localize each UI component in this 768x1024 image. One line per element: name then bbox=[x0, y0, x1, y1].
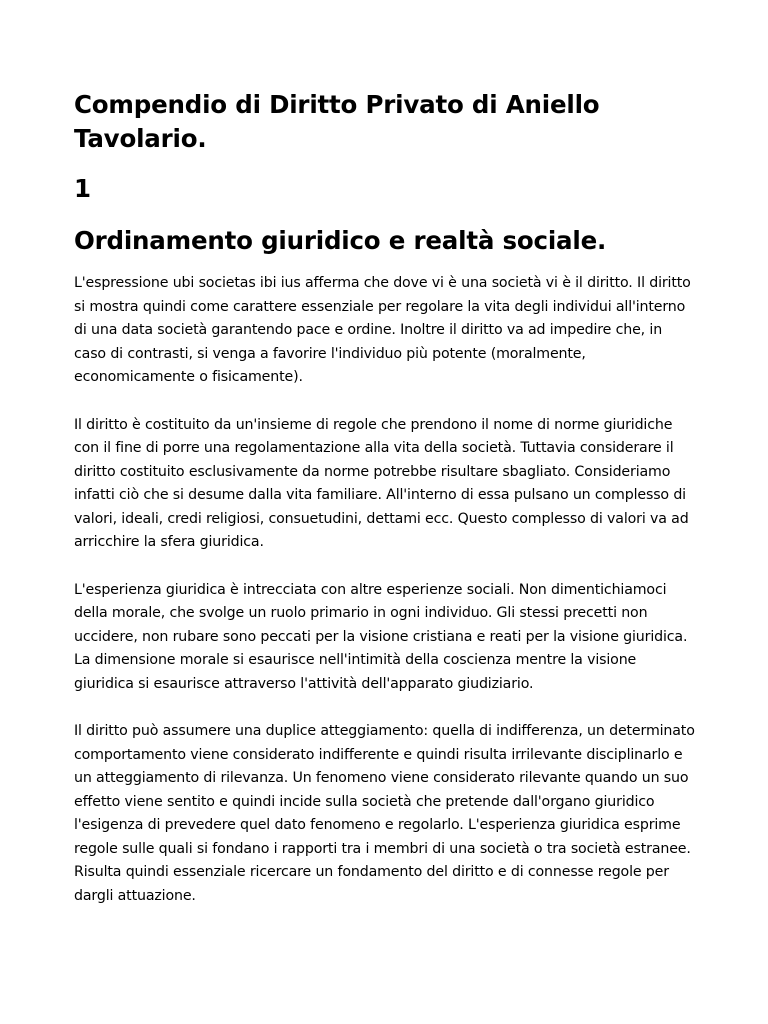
paragraph-1: L'espressione ubi societas ibi ius afferma che dove vi è una società vi è il diritto. Il diritto si mostra quindi come carattere essenziale per regolare la vita degli individui all'interno di una data società garantendo pace e ordine. Inoltre il diritto va ad impedire che, in caso di contrasti, si venga a favorire l'individuo più potente (moralmente, economicamente o fisicamente). bbox=[74, 275, 691, 385]
paragraph-4: Il diritto può assumere una duplice atteggiamento: quella di indifferenza, un determinato comportamento viene considerato indifferente e quindi risulta irrilevante disciplinarlo e un atteggiamento di rilevanza. Un fenomeno viene considerato rilevante quando un suo effetto viene sentito e quindi incide sulla società che pretende dall'organo giuridico l'esigenza di prevedere quel dato fenomeno e regolarlo. L'esperienza giuridica esprime regole sulle quali si fondano i rapporti tra i membri di una società o tra società estranee. Risulta quindi essenziale ricercare un fondamento del diritto e di connesse regole per dargli attuazione. bbox=[74, 723, 695, 904]
paragraph-2: Il diritto è costituito da un'insieme di regole che prendono il nome di norme giuridiche con il fine di porre una regolamentazione alla vita della società. Tuttavia considerare il diritto costituito esclusivamente da norme potrebbe risultare sbagliato. Consideriamo infatti ciò che si desume dalla vita familiare. All'interno di essa pulsano un complesso di valori, ideali, credi religiosi, consuetudini, dettami ecc. Questo complesso di valori va ad arricchire la sfera giuridica. bbox=[74, 416, 689, 550]
document-content bbox=[74, 88, 698, 932]
body-text bbox=[74, 272, 698, 908]
chapter-title: Ordinamento giuridico e realtà sociale. bbox=[74, 226, 607, 255]
paragraph-3: L'esperienza giuridica è intrecciata con altre esperienze sociali. Non dimentichiamoci della morale, che svolge un ruolo primario in ogni individuo. Gli stessi precetti non uccidere, non rubare sono peccati per la visione cristiana e reati per la visione giuridica. La dimensione morale si esaurisce nell'intimità della coscienza mentre la visione giuridica si esaurisce attraverso l'attività dell'apparato giudiziario. bbox=[74, 581, 688, 692]
chapter-number: 1 bbox=[74, 174, 92, 203]
document-title: Compendio di Diritto Privato di Aniello Tavolario. bbox=[74, 90, 600, 153]
